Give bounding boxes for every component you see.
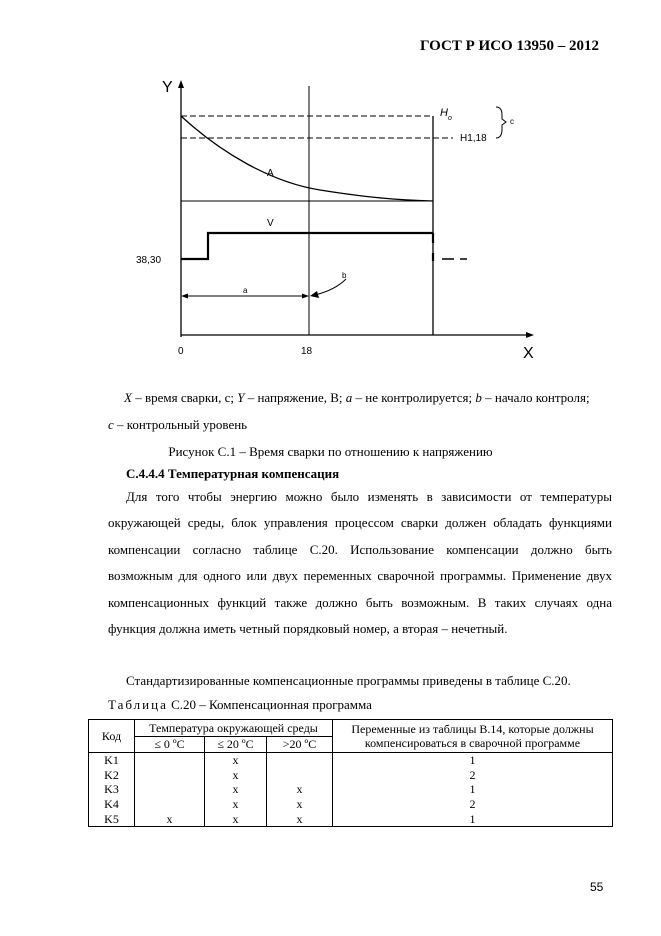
x-tick-18: 18 bbox=[301, 346, 313, 357]
c-brace bbox=[496, 107, 506, 138]
x-tick-0: 0 bbox=[178, 346, 184, 357]
cell-le20: x bbox=[205, 753, 267, 768]
cell-le20: x bbox=[205, 811, 267, 826]
y-axis-label: Y bbox=[162, 79, 173, 96]
cell-gt20 bbox=[267, 768, 333, 783]
a-arrow-right bbox=[302, 294, 309, 299]
cell-gt20: x bbox=[267, 782, 333, 797]
table-row bbox=[89, 768, 613, 783]
cell-le20: x bbox=[205, 782, 267, 797]
a-label: a bbox=[243, 286, 248, 295]
figure-caption: Рисунок С.1 – Время сварки по отношению к напряжению bbox=[168, 444, 493, 459]
curve-a bbox=[181, 116, 433, 201]
table-row bbox=[89, 753, 613, 768]
cell-le20: x bbox=[205, 768, 267, 783]
cell-var: 1 bbox=[333, 811, 613, 826]
table-caption: Таблица С.20 – Компенсационная программа bbox=[108, 697, 372, 712]
cell-code: K3 bbox=[89, 782, 135, 797]
cell-le0 bbox=[135, 753, 205, 768]
v-start-label: 38,30 bbox=[136, 255, 162, 266]
table-row bbox=[89, 811, 613, 826]
cell-le0: x bbox=[135, 811, 205, 826]
body-paragraph-2: Стандартизированные компенсационные программы приведены в таблице С.20. bbox=[126, 673, 571, 688]
col-temp-header: Температура окружающей среды bbox=[135, 720, 333, 737]
voltage-line bbox=[181, 233, 433, 259]
cell-var: 1 bbox=[333, 753, 613, 768]
col-code-header: Код bbox=[89, 720, 135, 753]
cell-le0 bbox=[135, 768, 205, 783]
cell-le20: x bbox=[205, 797, 267, 812]
cell-le0 bbox=[135, 797, 205, 812]
col-gt20-header: >20 ºС bbox=[267, 736, 333, 753]
col-vars-header: Переменные из таблицы В.14, которые должны компенсироваться в сварочной программе bbox=[333, 720, 613, 753]
body-paragraph: Для того чтобы энергию можно было изменять в зависимости от температуры окружающей среды, блок управления процессом сварки должен обладать функциями компенсации согласно таблице С.20. Использование компенсации должно быть возможным для одного или двух переменных сварочной программы. Применение двух компенсационных функций также должно быть возможным. В таких случаях одна функция должна иметь четный порядковый номер, а вторая – нечетный. bbox=[108, 489, 612, 637]
b-pointer-arrow bbox=[310, 291, 319, 298]
y-axis-arrow bbox=[178, 80, 184, 88]
page-number: 55 bbox=[590, 880, 604, 894]
h118-label: H1,18 bbox=[460, 133, 487, 144]
curve-a-label: A bbox=[267, 168, 274, 179]
cell-code: K2 bbox=[89, 768, 135, 783]
cell-gt20: x bbox=[267, 797, 333, 812]
col-le20-header: ≤ 20 ºС bbox=[205, 736, 267, 753]
col-le0-header: ≤ 0 ºС bbox=[135, 736, 205, 753]
b-pointer bbox=[315, 279, 346, 295]
x-axis-arrow bbox=[526, 332, 534, 338]
cell-var: 2 bbox=[333, 797, 613, 812]
cell-le0 bbox=[135, 782, 205, 797]
cell-var: 1 bbox=[333, 782, 613, 797]
document-header: ГОСТ Р ИСО 13950 – 2012 bbox=[420, 38, 599, 54]
cell-var: 2 bbox=[333, 768, 613, 783]
curve-v-label: V bbox=[267, 218, 274, 229]
cell-code: K5 bbox=[89, 811, 135, 826]
x-axis-label: X bbox=[523, 345, 534, 362]
section-heading: С.4.4.4 Температурная компенсация bbox=[126, 466, 340, 481]
table-row bbox=[89, 797, 613, 812]
compensation-table bbox=[88, 719, 613, 827]
ho-label: $H_o$ bbox=[440, 107, 452, 122]
cell-code: K1 bbox=[89, 753, 135, 768]
b-label: b bbox=[342, 271, 347, 280]
a-arrow-left bbox=[181, 294, 188, 299]
figure-legend: X – время сварки, с; Y – напряжение, В; a – не контролируется; b – начало контроля; c – контрольный уровень bbox=[108, 390, 590, 432]
voltage-time-figure bbox=[120, 72, 560, 372]
table-row bbox=[89, 782, 613, 797]
cell-gt20: x bbox=[267, 811, 333, 826]
cell-code: K4 bbox=[89, 797, 135, 812]
cell-gt20 bbox=[267, 753, 333, 768]
c-label: c bbox=[510, 117, 514, 126]
